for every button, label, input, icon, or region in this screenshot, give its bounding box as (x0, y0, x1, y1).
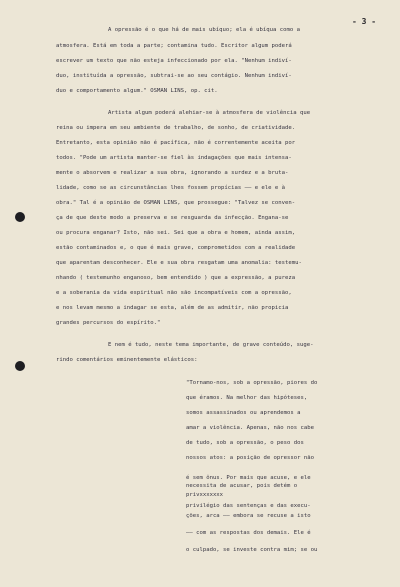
text-line: privxxxxxxx (186, 492, 224, 498)
text-line: "Tornamo-nos, sob a opressão, piores do (186, 380, 318, 386)
text-line: grandes percursos do espírito." (56, 320, 161, 326)
text-line: duo e comportamento algum." OSMAN LINS, op. cit. (56, 88, 218, 94)
text-line: ou procura enganar? Isto, não sei. Sei que a obra e homem, ainda assim, (56, 230, 296, 236)
punch-hole (15, 361, 25, 371)
text-line: E nem é tudo, neste tema importante, de grave conteúdo, suge- (108, 342, 314, 348)
page-number: - 3 - (352, 17, 377, 26)
text-line: Entretanto, esta opinião não é pacífica, não é correntemente aceita por (56, 140, 296, 146)
text-line: Artista algum poderá alehiar-se à atmosfera de violência que (108, 110, 311, 116)
text-line: mente o absorvem e realizar a sua obra, ignorando a surdez e a bruta- (56, 170, 289, 176)
text-line: nossos atos: a posição de opressor não (186, 455, 314, 461)
text-line: nhando ( testemunho enganoso, bem entendido ) que a expressão, a pureza (56, 275, 296, 281)
text-line: atmosfera. Está em toda a parte; contamina tudo. Escritor algum poderá (56, 43, 292, 49)
text-line: o culpado, se investe contra mim; se ou (186, 547, 318, 553)
text-line: escrever um texto que não esteja infeccionado por ela. "Nenhum indiví- (56, 58, 292, 64)
text-line: amar a violência. Apenas, não nos cabe (186, 425, 314, 431)
text-line: estão contaminados e, o que é mais grave, comprometidos com a realidade (56, 245, 296, 251)
text-line: que éramos. Na melhor das hipóteses, (186, 395, 308, 401)
text-line: de tudo, sob a opressão, o peso dos (186, 440, 304, 446)
text-line: que aparentam desconhecer. Ele e sua obra resgatam uma anomalia: testemu- (56, 260, 302, 266)
text-line: reina ou impera em seu ambiente de trabalho, de sonho, de criatividade. (56, 125, 296, 131)
text-line: obra." Tal é a opinião de OSMAN LINS, que prossegue: "Talvez se conven- (56, 200, 296, 206)
text-line: e a soberania da vida espiritual não são incompatíveis com a opressão, (56, 290, 292, 296)
text-line: todos. "Pode um artista manter-se fiel às indagações que mais intensa- (56, 155, 292, 161)
punch-hole (15, 212, 25, 222)
text-line: necessita de acusar, pois detém o (186, 483, 298, 489)
text-line: ça de que deste modo a preserva e se resguarda da infecção. Engana-se (56, 215, 289, 221)
text-line: —— com as respostas dos demais. Ele é (186, 530, 311, 536)
text-line: rindo comentários eminentemente elásticos: (56, 357, 198, 363)
text-line: lidade, como se as circunstâncias lhes fossem propícias —— e ele e à (56, 185, 286, 191)
text-line: privilégio das sentenças e das execu- (186, 503, 311, 509)
text-line: somos assassinados ou aprendemos a (186, 410, 301, 416)
text-line: duo, instituída a opressão, subtrai-se ao seu contágio. Nenhum indiví- (56, 73, 292, 79)
text-line: A opressão é o que há de mais ubíquo; ela é ubíqua como a (108, 27, 300, 33)
text-line: ções, arca —— embora se recuse a isto (186, 513, 311, 519)
text-line: é sem ônus. Por mais que acuse, e ele (186, 475, 311, 481)
text-line: e nos levam mesmo a indagar se esta, além de as admitir, não propicia (56, 305, 289, 311)
